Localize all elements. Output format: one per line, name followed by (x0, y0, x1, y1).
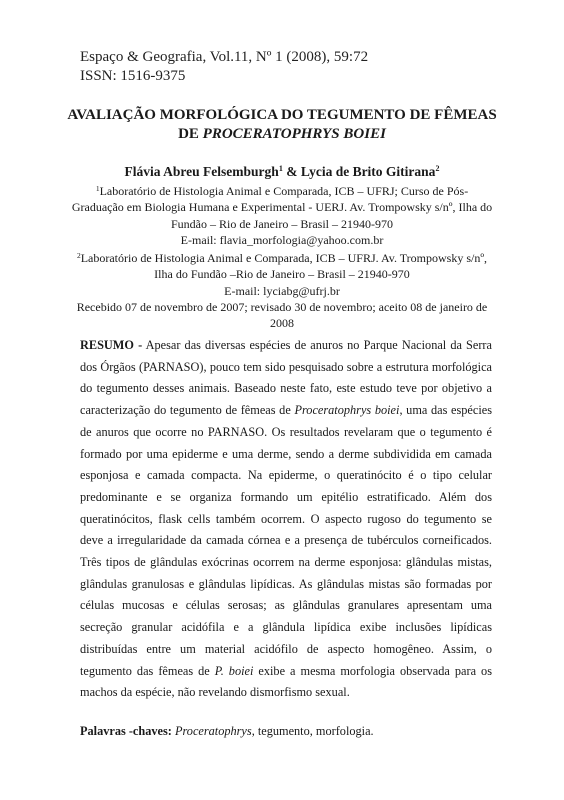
author-2-affiliation-mark: 2 (435, 164, 440, 173)
abstract-species-name: Proceratophrys boiei (294, 403, 400, 418)
author-list (40, 160, 524, 180)
abstract (80, 335, 492, 704)
keyword-genus: Proceratophrys (171, 724, 252, 738)
journal-issn: ISSN: 1516-9375 (80, 68, 186, 84)
keywords-rest: , tegumento, morfologia. (251, 724, 374, 738)
title-line-2-prefix: DE (178, 126, 203, 142)
affiliations (68, 181, 496, 332)
author-1: Flávia Abreu Felsemburgh (124, 164, 279, 179)
keywords (80, 722, 492, 740)
affiliation-1-mark: 1 (95, 184, 100, 193)
affiliation-2-email: E-mail: lyciabg@ufrj.br (224, 283, 340, 298)
journal-citation: Espaço & Geografia, Vol.11, Nº 1 (2008), 59:72 (80, 49, 369, 65)
affiliation-1-line-1 (68, 181, 496, 199)
author-1-affiliation-mark: 1 (278, 164, 283, 173)
affiliation-2-line-1 (68, 248, 496, 266)
title-species-name: PROCERATOPHRYS BOIEI (202, 126, 386, 142)
affiliation-2-text: Laboratório de Histologia Animal e Comparada, ICB – UFRJ. Av. Trompowsky s/nº, (80, 251, 488, 266)
affiliation-1-line-2: Graduação em Biologia Humana e Experimental - UERJ. Av. Trompowsky s/nº, Ilha do (71, 200, 493, 215)
affiliation-1-text: Laboratório de Histologia Animal e Comparada, ICB – UFRJ; Curso de Pós- (99, 184, 469, 198)
keywords-label: Palavras -chaves: (80, 724, 172, 738)
abstract-text-3: exibe a mesma morfologia observada para os machos da espécie, não revelando dismorfismo sexual. (80, 663, 492, 700)
abstract-text-1: Apesar das diversas espécies de anuros no Parque Nacional da Serra dos Órgãos (PARNASO), pouco tem sido pesquisado sobre a estrutura morfológica do tegumento desses animais. Baseado neste fato, este estudo teve por objetivo a caracterização do tegumento de fêmeas de (80, 338, 492, 418)
title-line-1: AVALIAÇÃO MORFOLÓGICA DO TEGUMENTO DE FÊMEAS (67, 107, 497, 123)
affiliation-2-mark: 2 (76, 251, 81, 261)
abstract-species-abbrev: P. boiei (214, 663, 254, 678)
author-2: Lycia de Brito Gitirana (300, 164, 436, 179)
affiliation-2-line-2: Ilha do Fundão –Rio de Janeiro – Brasil – 21940-970 (154, 267, 410, 282)
submission-dates: Recebido 07 de novembro de 2007; revisado 30 de novembro; aceito 08 de janeiro de 2008 (76, 300, 488, 331)
journal-header (80, 48, 368, 86)
abstract-text-2: , uma das espécies de anuros que ocorre no PARNASO. Os resultados revelaram que o tegumento é formado por uma epiderme e uma derme, sendo a derme subdividida em camada esponjosa e camada compacta. Na epiderme, o queratinócito é o tipo celular predominante e se organiza formando um epitélio estratificado. Além dos queratinócitos, flask cells também ocorrem. O aspecto rugoso do tegumento se deve a irregularidade da camada córnea e a presença de tubérculos corneificados. Três tipos de glândulas exócrinas ocorrem na derme esponjosa: glândulas mistas, glândulas granulosas e glândulas lipídicas. As glândulas mistas são formadas por células mucosas e células serosas; as glândulas granulares apresentam uma secreção granular acidófila e a glândula lipídica exibe inclusões lipídicas distribuídas entre um material acidófilo de aspecto homogêneo. Assim, o tegumento das fêmeas de (80, 403, 492, 678)
paper-title (40, 106, 524, 144)
affiliation-1-line-3: Fundão – Rio de Janeiro – Brasil – 21940-970 (171, 216, 393, 231)
affiliation-1-email: E-mail: flavia_morfologia@yahoo.com.br (180, 232, 384, 247)
author-separator: & (282, 164, 301, 179)
title-line-2 (40, 125, 524, 144)
abstract-label: RESUMO - (80, 338, 143, 352)
